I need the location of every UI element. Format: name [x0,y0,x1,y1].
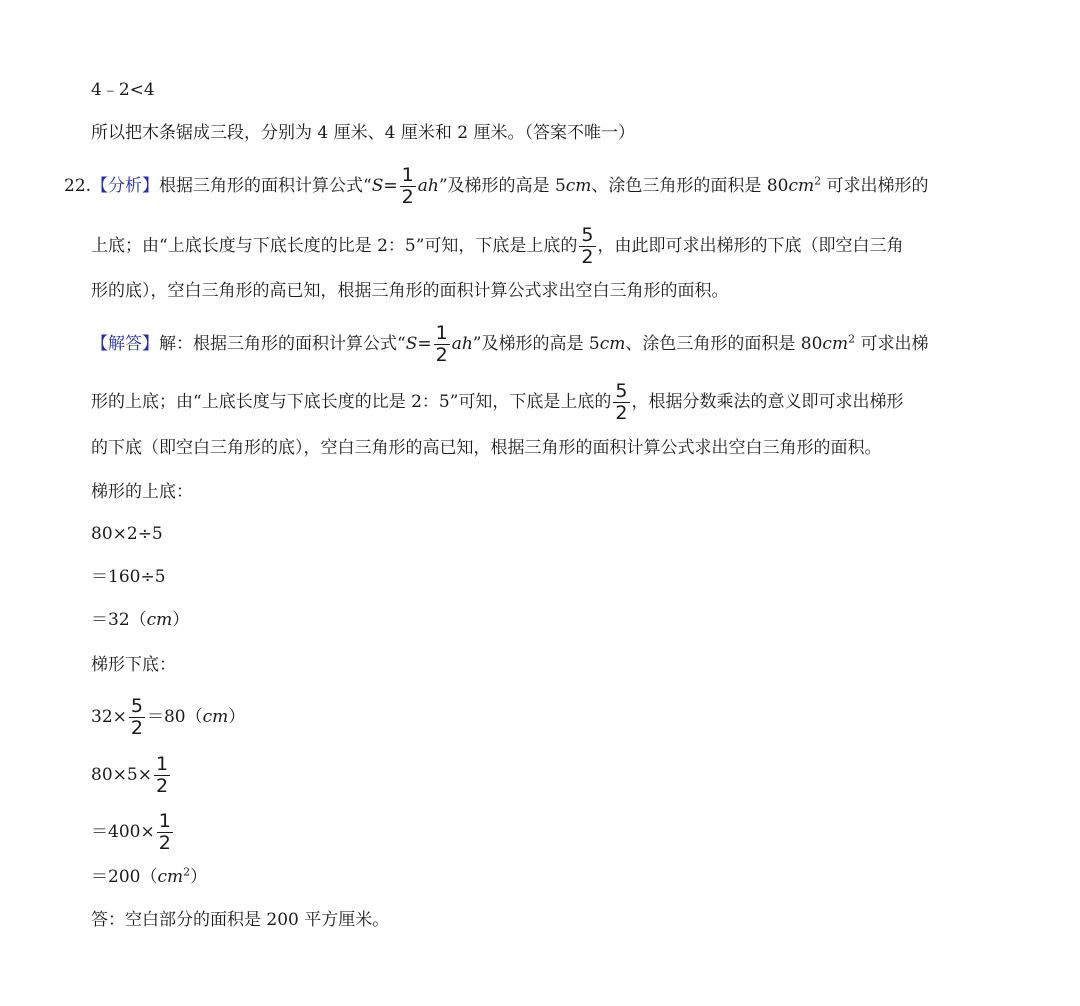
fraction-one-half: $\frac{1}{2}$ [158,810,171,854]
calc-step-1: 80×2÷5 [91,524,163,544]
calc-step-6: ＝400× $\frac{1}{2}$ [91,810,171,854]
lower-base-label: 梯形下底： [91,655,176,675]
analysis-line-1: 22.【分析】根据三角形的面积计算公式“S= $\frac{1}{2}$ ah”及梯形的高是 5cm、涂色三角形的面积是 $80cm^2$ 可求出梯形的 [64,164,929,208]
question-number: 22. [64,176,92,196]
calc-step-5: 80×5× $\frac{1}{2}$ [91,753,169,797]
analysis-tag: 【分析】 [91,176,160,196]
fraction-five-halves: $\frac{5}{2}$ [581,224,594,268]
fraction-five-halves: $\frac{5}{2}$ [615,380,628,424]
inequality-line: 4﹣2<4 [91,80,155,100]
answer-tag: 【解答】 [91,334,159,354]
calc-step-7: $=200(cm^2)$ [91,865,208,887]
upper-base-label: 梯形的上底： [91,482,193,502]
fraction-five-halves: $\frac{5}{2}$ [130,695,143,739]
calc-step-4: 32× $\frac{5}{2}$ ＝80（cm） [91,695,246,739]
answer-line-3: 的下底（即空白三角形的底），空白三角形的高已知，根据三角形的面积计算公式求出空白三角形的面积。 [91,438,882,458]
final-answer: 答：空白部分的面积是 200 平方厘米。 [91,910,390,930]
calc-step-3: ＝32（cm） [91,610,190,630]
answer-line-2: 形的上底；由“上底长度与下底长度的比是 2：5”可知，下底是上底的 $\frac{5}{2}$ ，根据分数乘法的意义即可求出梯形 [91,380,904,424]
analysis-line-3: 形的底），空白三角形的高已知，根据三角形的面积计算公式求出空白三角形的面积。 [91,281,729,301]
fraction-one-half: $\frac{1}{2}$ [155,753,169,797]
saw-conclusion-line: 所以把木条锯成三段，分别为 4 厘米、4 厘米和 2 厘米。（答案不唯一） [91,123,635,143]
fraction-one-half: $\frac{1}{2}$ [401,164,414,208]
analysis-line-2: 上底；由“上底长度与下底长度的比是 2：5”可知，下底是上底的 $\frac{5}{2}$ ，由此即可求出梯形的下底（即空白三角 [91,224,904,268]
answer-line-1: 【解答】解：根据三角形的面积计算公式“S= $\frac{1}{2}$ ah”及梯形的高是 5cm、涂色三角形的面积是 $80cm^2$ 可求出梯 [91,322,929,366]
calc-step-2: ＝160÷5 [91,567,166,587]
fraction-one-half: $\frac{1}{2}$ [435,322,448,366]
